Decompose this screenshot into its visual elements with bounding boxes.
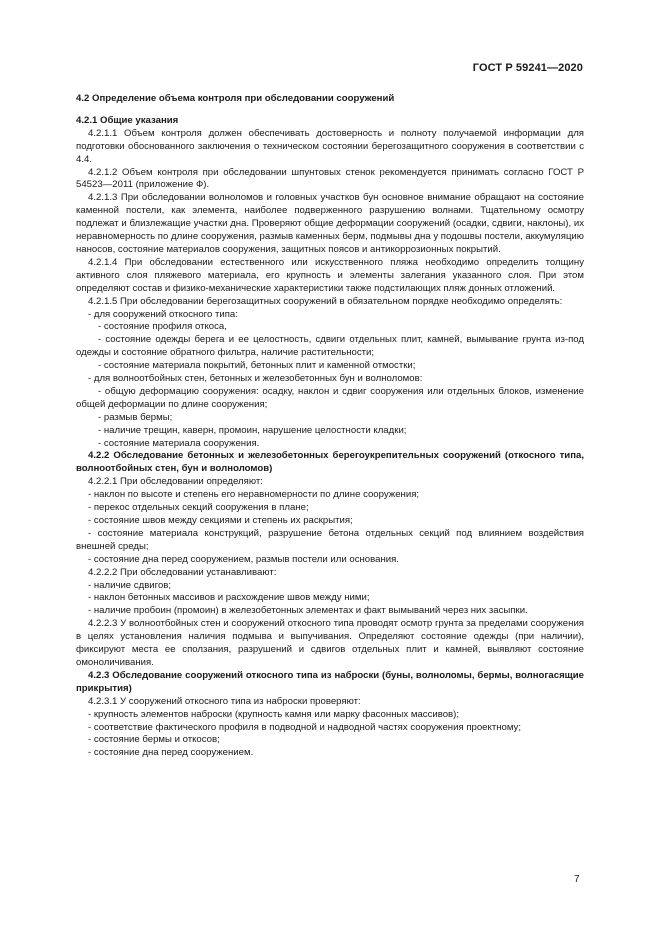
document-code-header: ГОСТ Р 59241—2020: [472, 62, 583, 74]
page-number: 7: [574, 874, 580, 885]
list-item-slope-type: - для сооружений откосного типа:: [88, 308, 238, 320]
paragraph-4-2-2-3: 4.2.2.3 У волноотбойных стен и сооружений откосного типа проводят осмотр грунта за пределами сооружения в целях установления наличия подмыва и выпучивания. Определяют состояние одежды (при наличии), фиксируют места ее сползания, разрушений и сдвигов отдельных плит и камней, выявляют состояние омоноличивания.: [76, 618, 584, 668]
list-item: - наличие пробоин (промоин) в железобетонных элементах и факт вымываний через них засыпки.: [88, 605, 528, 617]
paragraph-4-2-2-2: 4.2.2.2 При обследовании устанавливают:: [88, 566, 277, 578]
paragraph-4-2-1-5: 4.2.1.5 При обследовании берегозащитных сооружений в обязательном порядке необходимо определять:: [88, 295, 563, 307]
list-item: - состояние дна перед сооружением.: [88, 747, 254, 759]
subsection-title-4-2-2: 4.2.2 Обследование бетонных и железобетонных берегоукрепительных сооружений (откосного типа, волноотбойных стен, бун и волноломов): [76, 450, 584, 475]
list-item: - соответствие фактического профиля в подводной и надводной частях сооружения проектному;: [88, 721, 522, 733]
list-subitem-berm-scour: - размыв бермы;: [98, 411, 173, 423]
subsection-title-4-2-1: 4.2.1 Общие указания: [76, 114, 179, 126]
list-item: - наклон по высоте и степень его неравномерности по длине сооружения;: [88, 489, 420, 501]
document-body: [76, 93, 584, 760]
list-item: - крупность элементов наброски (крупность камня или марку фасонных массивов);: [88, 708, 460, 720]
list-subitem-bank-cover: - состояние одежды берега и ее целостность, сдвиги отдельных плит, камней, вымывание грунта из-под одежды и состояние обратного фильтра, наличие растительности;: [76, 334, 584, 359]
list-item: - состояние дна перед сооружением, размыв постели или основания.: [88, 553, 399, 565]
list-item: - перекос отдельных секций сооружения в плане;: [88, 502, 309, 514]
paragraph-4-2-1-4: 4.2.1.4 При обследовании естественного или искусственного пляжа необходимо определить толщину активного слоя пляжевого материала, его крупность и элементы залегания указанного слоя. При этом определяют состав и физико-механические характеристики также подстилающих пляж донных отложений.: [76, 256, 584, 294]
paragraph-4-2-3-1: 4.2.3.1 У сооружений откосного типа из наброски проверяют:: [88, 695, 361, 707]
list-item: - состояние бермы и откосов;: [88, 734, 220, 746]
paragraph-4-2-1-3: 4.2.1.3 При обследовании волноломов и головных участков бун основное внимание обращают на состояние каменной постели, как элемента, наиболее подверженного разрушению волнами. Тщательному осмотру подлежат и близлежащие участки дна. Проверяют общие деформации сооружений (осадки, сдвиги, наклоны), их неравномерность по длине сооружения, размыв каменных берм, подмывы дна у подошвы постели, аккумуляцию наносов, состояние материалов сооружения, защитных поясов и антикоррозионных покрытий.: [76, 192, 584, 255]
list-item: - состояние швов между секциями и степень их раскрытия;: [88, 515, 353, 526]
subsection-title-4-2-3: 4.2.3 Обследование сооружений откосного типа из наброски (буны, волноломы, бермы, волногасящие прикрытия): [76, 669, 584, 694]
list-subitem-cracks: - наличие трещин, каверн, промоин, нарушение целостности кладки;: [98, 424, 407, 436]
list-subitem-slope-profile: - состояние профиля откоса,: [98, 321, 227, 333]
list-subitem-material: - состояние материала сооружения.: [98, 437, 260, 449]
paragraph-4-2-2-1: 4.2.2.1 При обследовании определяют:: [88, 476, 263, 488]
list-item: - наличие сдвигов;: [88, 579, 172, 591]
list-subitem-deformation: - общую деформацию сооружения: осадку, наклон и сдвиг сооружения или отдельных блоков, изменение общей деформации по длине сооружения;: [76, 385, 584, 410]
paragraph-4-2-1-2: 4.2.1.2 Объем контроля при обследовании шпунтовых стенок рекомендуется принимать согласно ГОСТ Р 54523—2011 (приложение Ф).: [76, 166, 584, 191]
list-item: - состояние материала конструкций, разрушение бетона отдельных секций под влиянием воздействия внешней среды;: [76, 527, 584, 552]
list-subitem-cover-material: - состояние материала покрытий, бетонных плит и каменной отмостки;: [98, 360, 416, 372]
paragraph-4-2-1-1: 4.2.1.1 Объем контроля должен обеспечивать достоверность и полноту получаемой информации для подготовки обоснованного заключения о техническом состоянии берегозащитного сооружения в соответствии с 4.4.: [76, 127, 584, 165]
list-item-wave-walls: - для волноотбойных стен, бетонных и железобетонных бун и волноломов:: [88, 373, 423, 385]
section-title: 4.2 Определение объема контроля при обследовании сооружений: [76, 93, 395, 104]
list-item: - наклон бетонных массивов и расхождение швов между ними;: [88, 592, 370, 604]
